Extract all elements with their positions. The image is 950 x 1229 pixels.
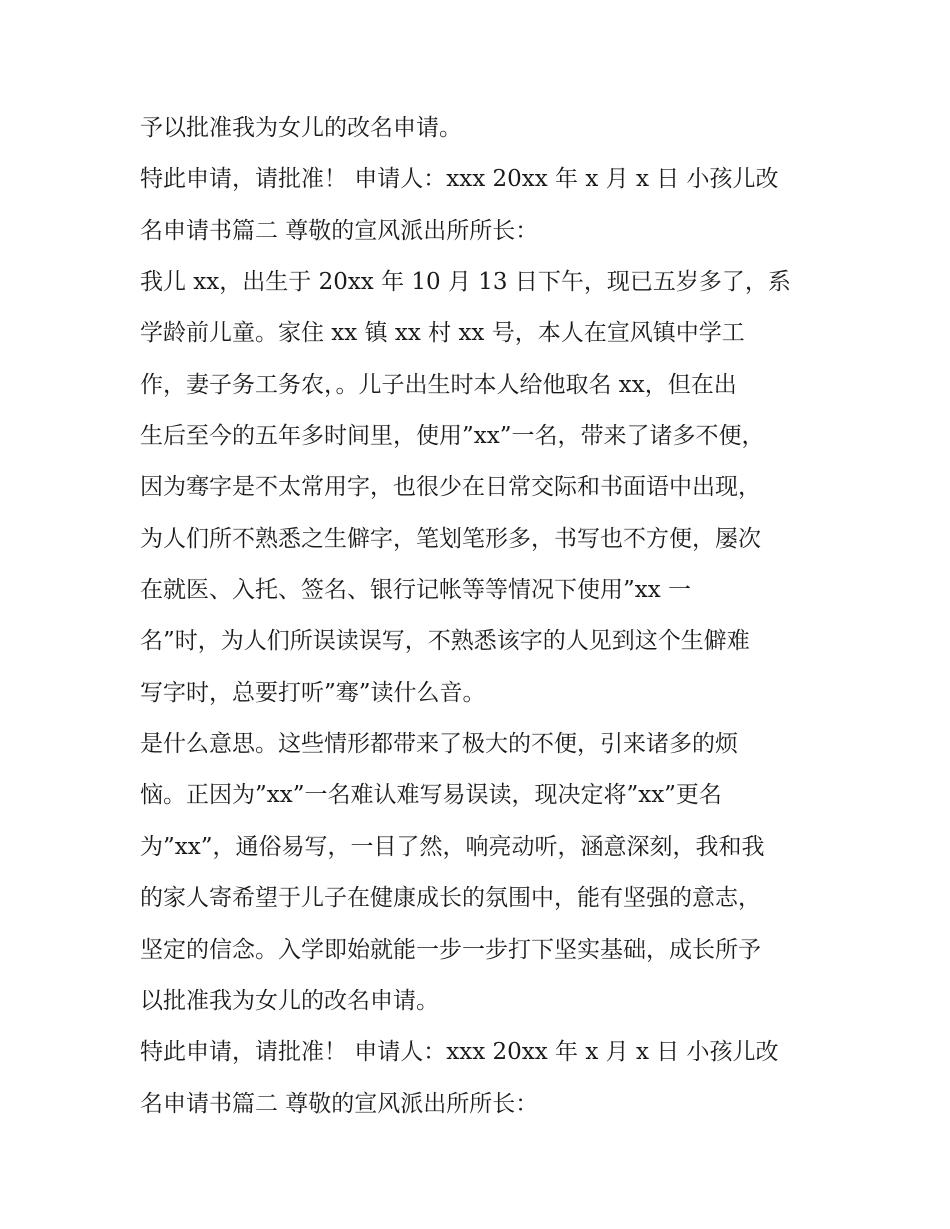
text-line: 生后至今的五年多时间里，使用”xx”一名，带来了诸多不便， xyxy=(140,423,765,450)
text-line: 作，妻子务工务农，。儿子出生时本人给他取名 xx，但在出 xyxy=(140,371,737,398)
text-line: 因为骞字是不太常用字，也很少在日常交际和书面语中出现， xyxy=(140,474,761,501)
text-line: 特此申请，请批准！ 申请人：xxx 20xx 年 x 月 x 日 小孩儿改 xyxy=(140,1039,779,1066)
text-line: 为”xx”，通俗易写，一目了然，响亮动听，涵意深刻，我和我 xyxy=(140,833,765,860)
text-line: 以批准我为女儿的改名申请。 xyxy=(140,987,439,1014)
text-line: 名申请书篇二 尊敬的宣风派出所所长： xyxy=(140,217,539,244)
text-line: 在就医、入托、签名、银行记帐等等情况下使用”xx 一 xyxy=(140,577,692,604)
text-line: 写字时，总要打听”骞”读什么音。 xyxy=(140,679,486,706)
text-line: 是什么意思。这些情形都带来了极大的不便，引来诸多的烦 xyxy=(140,731,738,758)
text-line: 予以批准我为女儿的改名申请。 xyxy=(140,115,462,141)
document-body xyxy=(140,103,830,1130)
text-line: 名申请书篇二 尊敬的宣风派出所所长： xyxy=(140,1090,539,1117)
text-line: 恼。正因为”xx”一名难认难写易误读，现决定将”xx”更名 xyxy=(140,782,722,809)
text-line: 名”时，为人们所误读误写，不熟悉该字的人见到这个生僻难 xyxy=(140,628,750,655)
text-line: 我儿 xx，出生于 20xx 年 10 月 13 日下午，现已五岁多了，系 xyxy=(140,269,791,296)
text-line: 坚定的信念。入学即始就能一步一步打下坚实基础，成长所予 xyxy=(140,936,761,963)
text-line: 为人们所不熟悉之生僻字，笔划笔形多，书写也不方便，屡次 xyxy=(140,525,761,552)
text-line: 的家人寄希望于儿子在健康成长的氛围中，能有坚强的意志， xyxy=(140,885,761,912)
text-line: 学龄前儿童。家住 xx 镇 xx 村 xx 号，本人在宣风镇中学工 xyxy=(140,320,745,347)
text-line: 特此申请，请批准！ 申请人：xxx 20xx 年 x 月 x 日 小孩儿改 xyxy=(140,166,779,193)
